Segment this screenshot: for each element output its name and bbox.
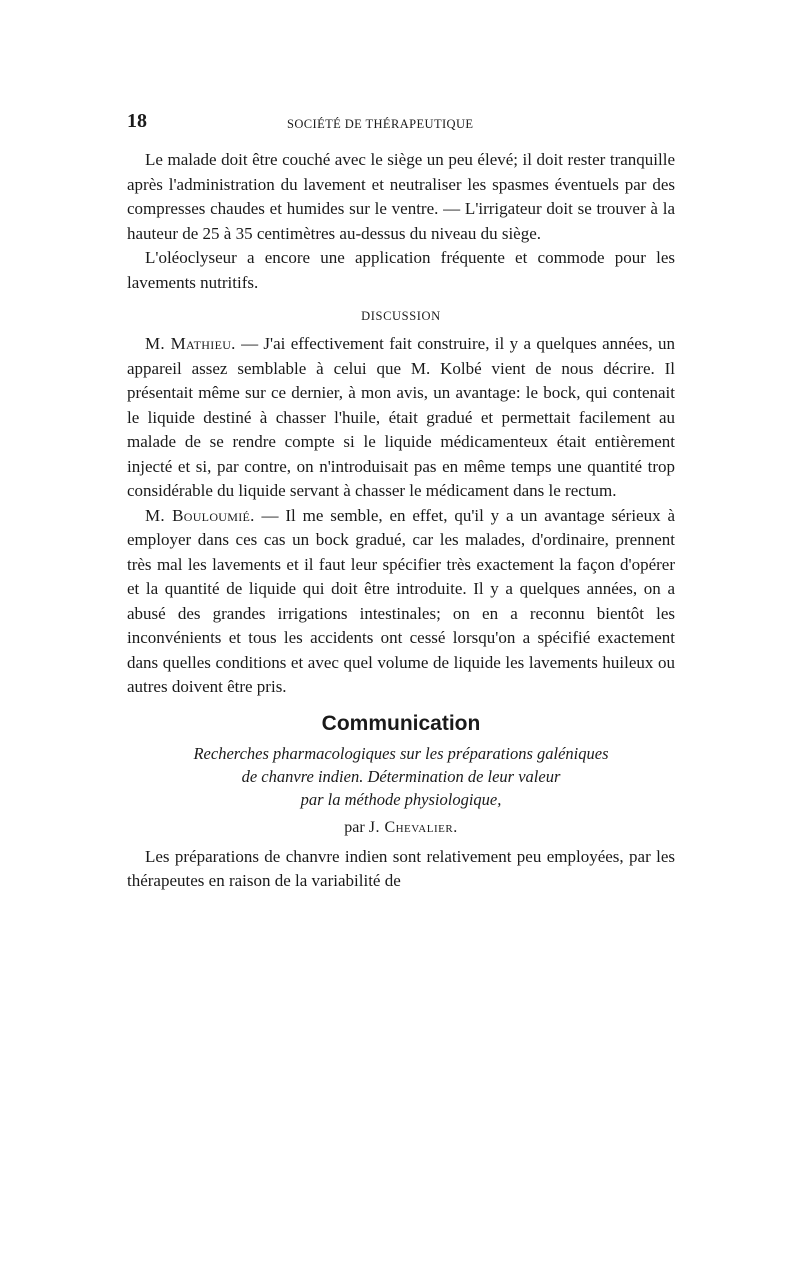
- paragraph-patient-position: Le malade doit être couché avec le siège un peu élevé; il doit rester tranquille après l'administration du lavement et neutraliser les spasmes éventuels par des compresses chaudes et humides sur le ventre. — L'irrigateur doit se trouver à la hauteur de 25 à 35 centimètres au-dessus du niveau du siège.: [127, 150, 675, 243]
- author-name: J. Chevalier.: [368, 818, 458, 836]
- discussion-item-mathieu: [127, 332, 675, 504]
- communication-title: [127, 742, 675, 811]
- speaker-name: M. Bouloumié.: [145, 505, 255, 525]
- journal-title: SOCIÉTÉ DE THÉRAPEUTIQUE: [287, 117, 474, 131]
- communication-heading: Communication: [321, 711, 481, 735]
- discussion-item-bouloumie: [127, 504, 675, 700]
- running-head: [127, 112, 675, 140]
- title-line-1: Recherches pharmacologiques sur les préparations galéniques: [193, 743, 609, 763]
- title-line-3: par la méthode physiologique,: [300, 789, 502, 809]
- discussion-text: — Il me semble, en effet, qu'il y a un avantage sérieux à employer dans ces cas un bock gradué, car les malades, d'ordinaire, prennent très mal les lavements et il faut leur spécifier très exactement la façon d'opérer et la quantité de liquide qui doit être introduite. Il y a quelques années, on a abusé des grandes irrigations intestinales; on en a reconnu bientôt les inconvénients et tous les accidents ont cessé lorsqu'on a spécifié exactement dans quelles conditions et avec quel volume de liquide les lavements huileux ou autres doivent être pris.: [127, 505, 675, 696]
- title-line-2: de chanvre indien. Détermination de leur valeur: [241, 766, 561, 786]
- paragraph-chanvre-intro: Les préparations de chanvre indien sont relativement peu employées, par les thérapeutes en raison de la variabilité de: [127, 846, 675, 890]
- speaker-name: M. Mathieu.: [145, 334, 236, 353]
- discussion-heading: DISCUSSION: [361, 309, 441, 323]
- page-number: 18: [127, 110, 147, 132]
- author-prefix: par: [344, 818, 369, 836]
- paragraph-oleoclyseur: L'oléoclyseur a encore une application fréquente et commode pour les lavements nutritifs.: [127, 248, 675, 292]
- document-page: [127, 112, 675, 894]
- discussion-text: — J'ai effectivement fait construire, il y a quelques années, un appareil assez semblable à celui que M. Kolbé vient de nous décrire. Il présentait même sur ce dernier, à mon avis, un avantage: le bock, qui contenait le liquide destiné à chasser l'huile, était gradué et permettait facilement au malade de se rendre compte si le liquide médicamenteux était entièrement injecté et si, par contre, on n'introduisait pas en même temps une quantité trop considérable du liquide servant à chasser le médicament dans le rectum.: [127, 334, 675, 500]
- author-line: [127, 819, 675, 837]
